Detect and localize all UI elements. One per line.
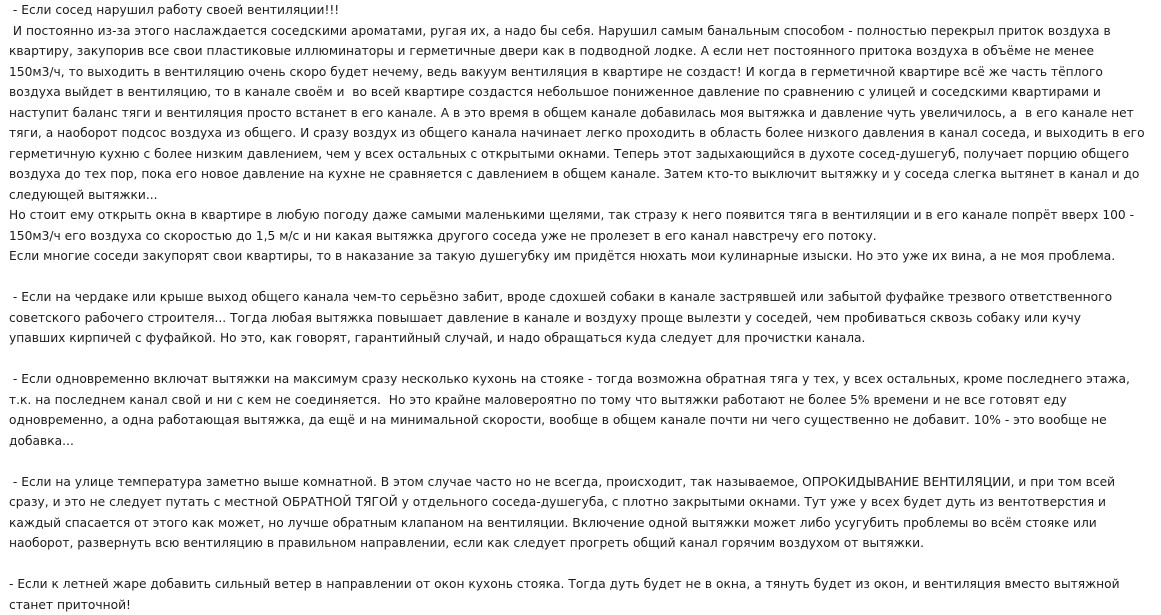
text-line: 150м3/ч, то выходить в вентиляцию очень скоро будет нечему, ведь вакуум вентиляция в квартире не создаст! И когда в герметичной квартире всё же часть тёплого: [9, 62, 1153, 83]
text-line: - Если на чердаке или крыше выход общего канала чем-то серьёзно забит, вроде сдохшей собаки в канале застрявшей или забытой фуфайке трезвого ответственного: [9, 287, 1153, 308]
text-line: советского рабочего строителя... Тогда любая вытяжка повышает давление в канале и воздуху проще вылезти у соседей, чем пробиваться сквозь собаку или кучу: [9, 308, 1153, 329]
text-line: воздуха до тех пор, пока его новое давление на кухне не сравняется с давлением в общем канале. Затем кто-то выключит вытяжку и у соседа слегка вытянет в канал и до: [9, 164, 1153, 185]
paragraph-gap: [9, 451, 1153, 472]
paragraph-clogged-roof-outlet: [9, 287, 1153, 349]
paragraph-gap: [9, 349, 1153, 370]
text-line: сразу, и это не следует путать с местной ОБРАТНОЙ ТЯГОЙ у отдельного соседа-душегуба, с плотно закрытыми окнами. Тут уже у всех будет дуть из вентотверстия и: [9, 492, 1153, 513]
text-line: каждый спасается от этого как может, но лучше обратным клапаном на вентиляции. Включение одной вытяжки может либо усугубить проблемы во всём стояке или: [9, 513, 1153, 534]
text-line: Если многие соседи закупорят свои квартиры, то в наказание за такую душегубку им придётся нюхать мои кулинарные изыски. Но это уже их вина, а не моя проблема.: [9, 246, 1153, 267]
paragraph-gap: [9, 267, 1153, 288]
text-line: станет приточной!: [9, 595, 1153, 615]
text-line: - Если одновременно включат вытяжки на максимум сразу несколько кухонь на стояке - тогда возможна обратная тяга у тех, у всех остальных, кроме последнего этажа,: [9, 369, 1153, 390]
paragraph-gap: [9, 554, 1153, 575]
text-line: т.к. на последнем канал свой и ни с кем не соединяется. Но это крайне маловероятно по тому что вытяжки работают не более 5% времени и не все готовят еду: [9, 390, 1153, 411]
paragraph-summer-wind: [9, 574, 1153, 615]
text-line: одновременно, а одна работающая вытяжка, да ещё и на минимальной скорости, вообще в общем канале почти ни чего существенно не добавит. 10% - это вообще не: [9, 410, 1153, 431]
text-line: добавка...: [9, 431, 1153, 452]
text-line: упавших кирпичей с фуфайкой. Но это, как говорят, гарантийный случай, и надо обращаться куда следует для прочистки канала.: [9, 328, 1153, 349]
text-line: - Если на улице температура заметно выше комнатной. В этом случае часто но не всегда, происходит, так называемое, ОПРОКИДЫВАНИЕ ВЕНТИЛЯЦИИ, и при том всей: [9, 472, 1153, 493]
text-line: наступит баланс тяги и вентиляция просто встанет в его канале. А в это время в общем канале добавилась моя вытяжка и давление чуть увеличилось, а в его канале нет: [9, 103, 1153, 124]
paragraph-simultaneous-hoods: [9, 369, 1153, 451]
text-line: следующей вытяжки...: [9, 185, 1153, 206]
paragraph-hot-weather: [9, 472, 1153, 554]
text-line: - Если к летней жаре добавить сильный ветер в направлении от окон кухонь стояка. Тогда дуть будет не в окна, а тянуть будет из окон, и вентиляция вместо вытяжной: [9, 574, 1153, 595]
text-line: Но стоит ему открыть окна в квартире в любую погоду даже самыми маленькими щелями, так стразу к него появится тяга в вентиляции и в его канале попрёт вверх 100 -: [9, 205, 1153, 226]
text-line: тяги, а наоборот подсос воздуха из общего. И сразу воздух из общего канала начинает легко проходить в область более низкого давления в канал соседа, и выходить в его: [9, 123, 1153, 144]
text-line: воздуха выйдет в вентиляцию, то в канале своём и во всей квартире создастся небольшое пониженное давление по сравнению с улицей и соседскими квартирами и: [9, 82, 1153, 103]
text-line: наоборот, развернуть всю вентиляцию в правильном направлении, если как следует прогреть общий канал горячим воздухом от вытяжки.: [9, 533, 1153, 554]
text-line: И постоянно из-за этого наслаждается соседскими ароматами, ругая их, а надо бы себя. Нарушил самым банальным способом - полностью перекрыл приток воздуха в: [9, 21, 1153, 42]
text-line: квартиру, закупорив все свои пластиковые иллюминаторы и герметичные двери как в подводной лодке. А если нет постоянного притока воздуха в объёме не менее: [9, 41, 1153, 62]
text-line: герметичную кухню с более низким давлением, чем у всех остальных с открытыми окнами. Теперь этот задыхающийся в духоте сосед-душегуб, получает порцию общего: [9, 144, 1153, 165]
text-line: 150м3/ч его воздуха со скоростью до 1,5 м/с и ни какая вытяжка другого соседа уже не пролезет в его канал навстречу его потоку.: [9, 226, 1153, 247]
paragraph-neighbor-sealed: [9, 0, 1153, 267]
text-line: - Если сосед нарушил работу своей вентиляции!!!: [9, 0, 1153, 21]
